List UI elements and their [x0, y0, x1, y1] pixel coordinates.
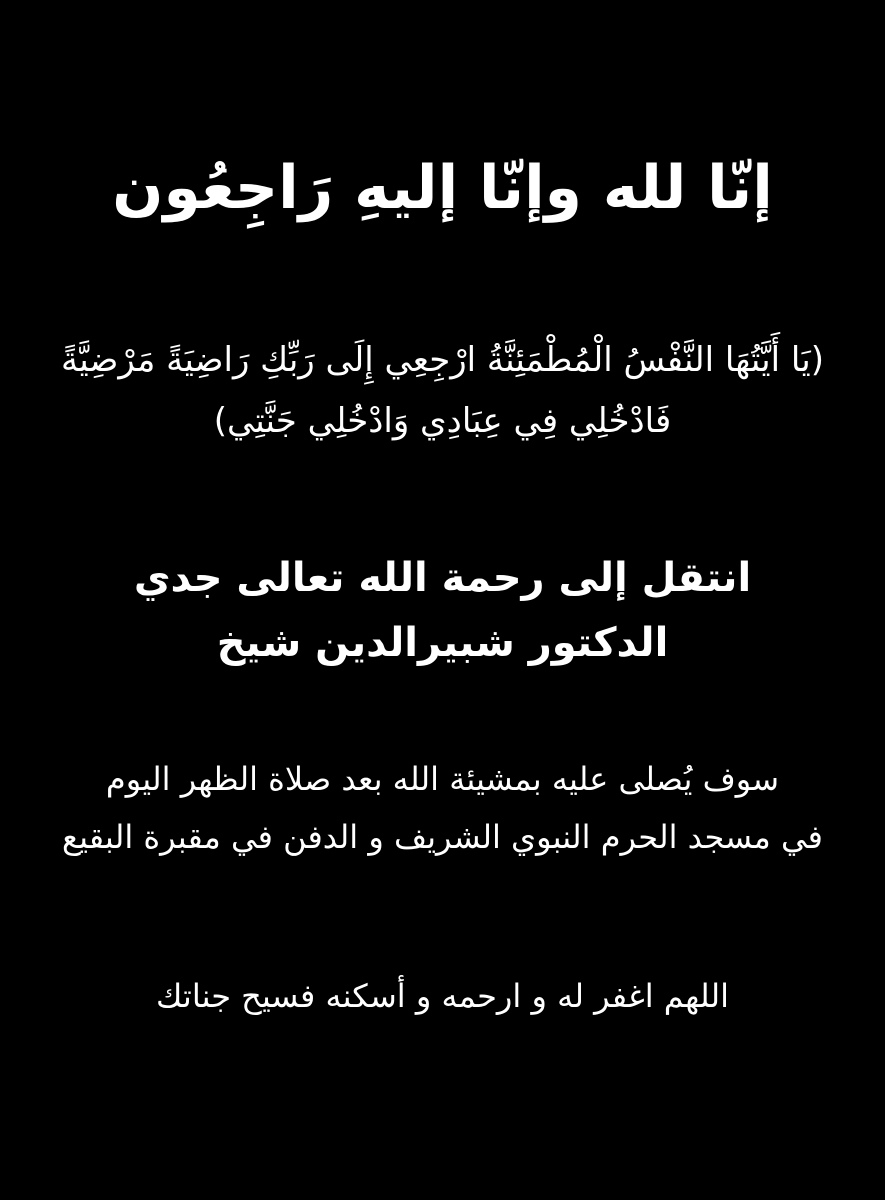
prayer-info-line-2: في مسجد الحرم النبوي الشريف و الدفن في مقبرة البقيع [62, 818, 823, 856]
prayer-info-line-1: سوف يُصلى عليه بمشيئة الله بعد صلاة الظهر اليوم [105, 760, 780, 798]
dua-text: اللهم اغفر له و ارحمه و أسكنه فسيح جناتك [155, 977, 730, 1015]
announcement-line-1: انتقل إلى رحمة الله تعالى جدي [133, 555, 752, 601]
quran-verse-line-2: فَادْخُلِي فِي عِبَادِي وَادْخُلِي جَنَّتِي) [213, 401, 672, 441]
heading-title: إنّا لله وإنّا إليهِ رَاجِعُون [112, 153, 773, 223]
quran-verse-line-1: (يَا أَيَّتُهَا النَّفْسُ الْمُطْمَئِنَّةُ ارْجِعِي إِلَى رَبِّكِ رَاضِيَةً مَرْضِيَّةً [61, 340, 824, 380]
announcement-name: الدكتور شبيرالدين شيخ [216, 620, 669, 666]
